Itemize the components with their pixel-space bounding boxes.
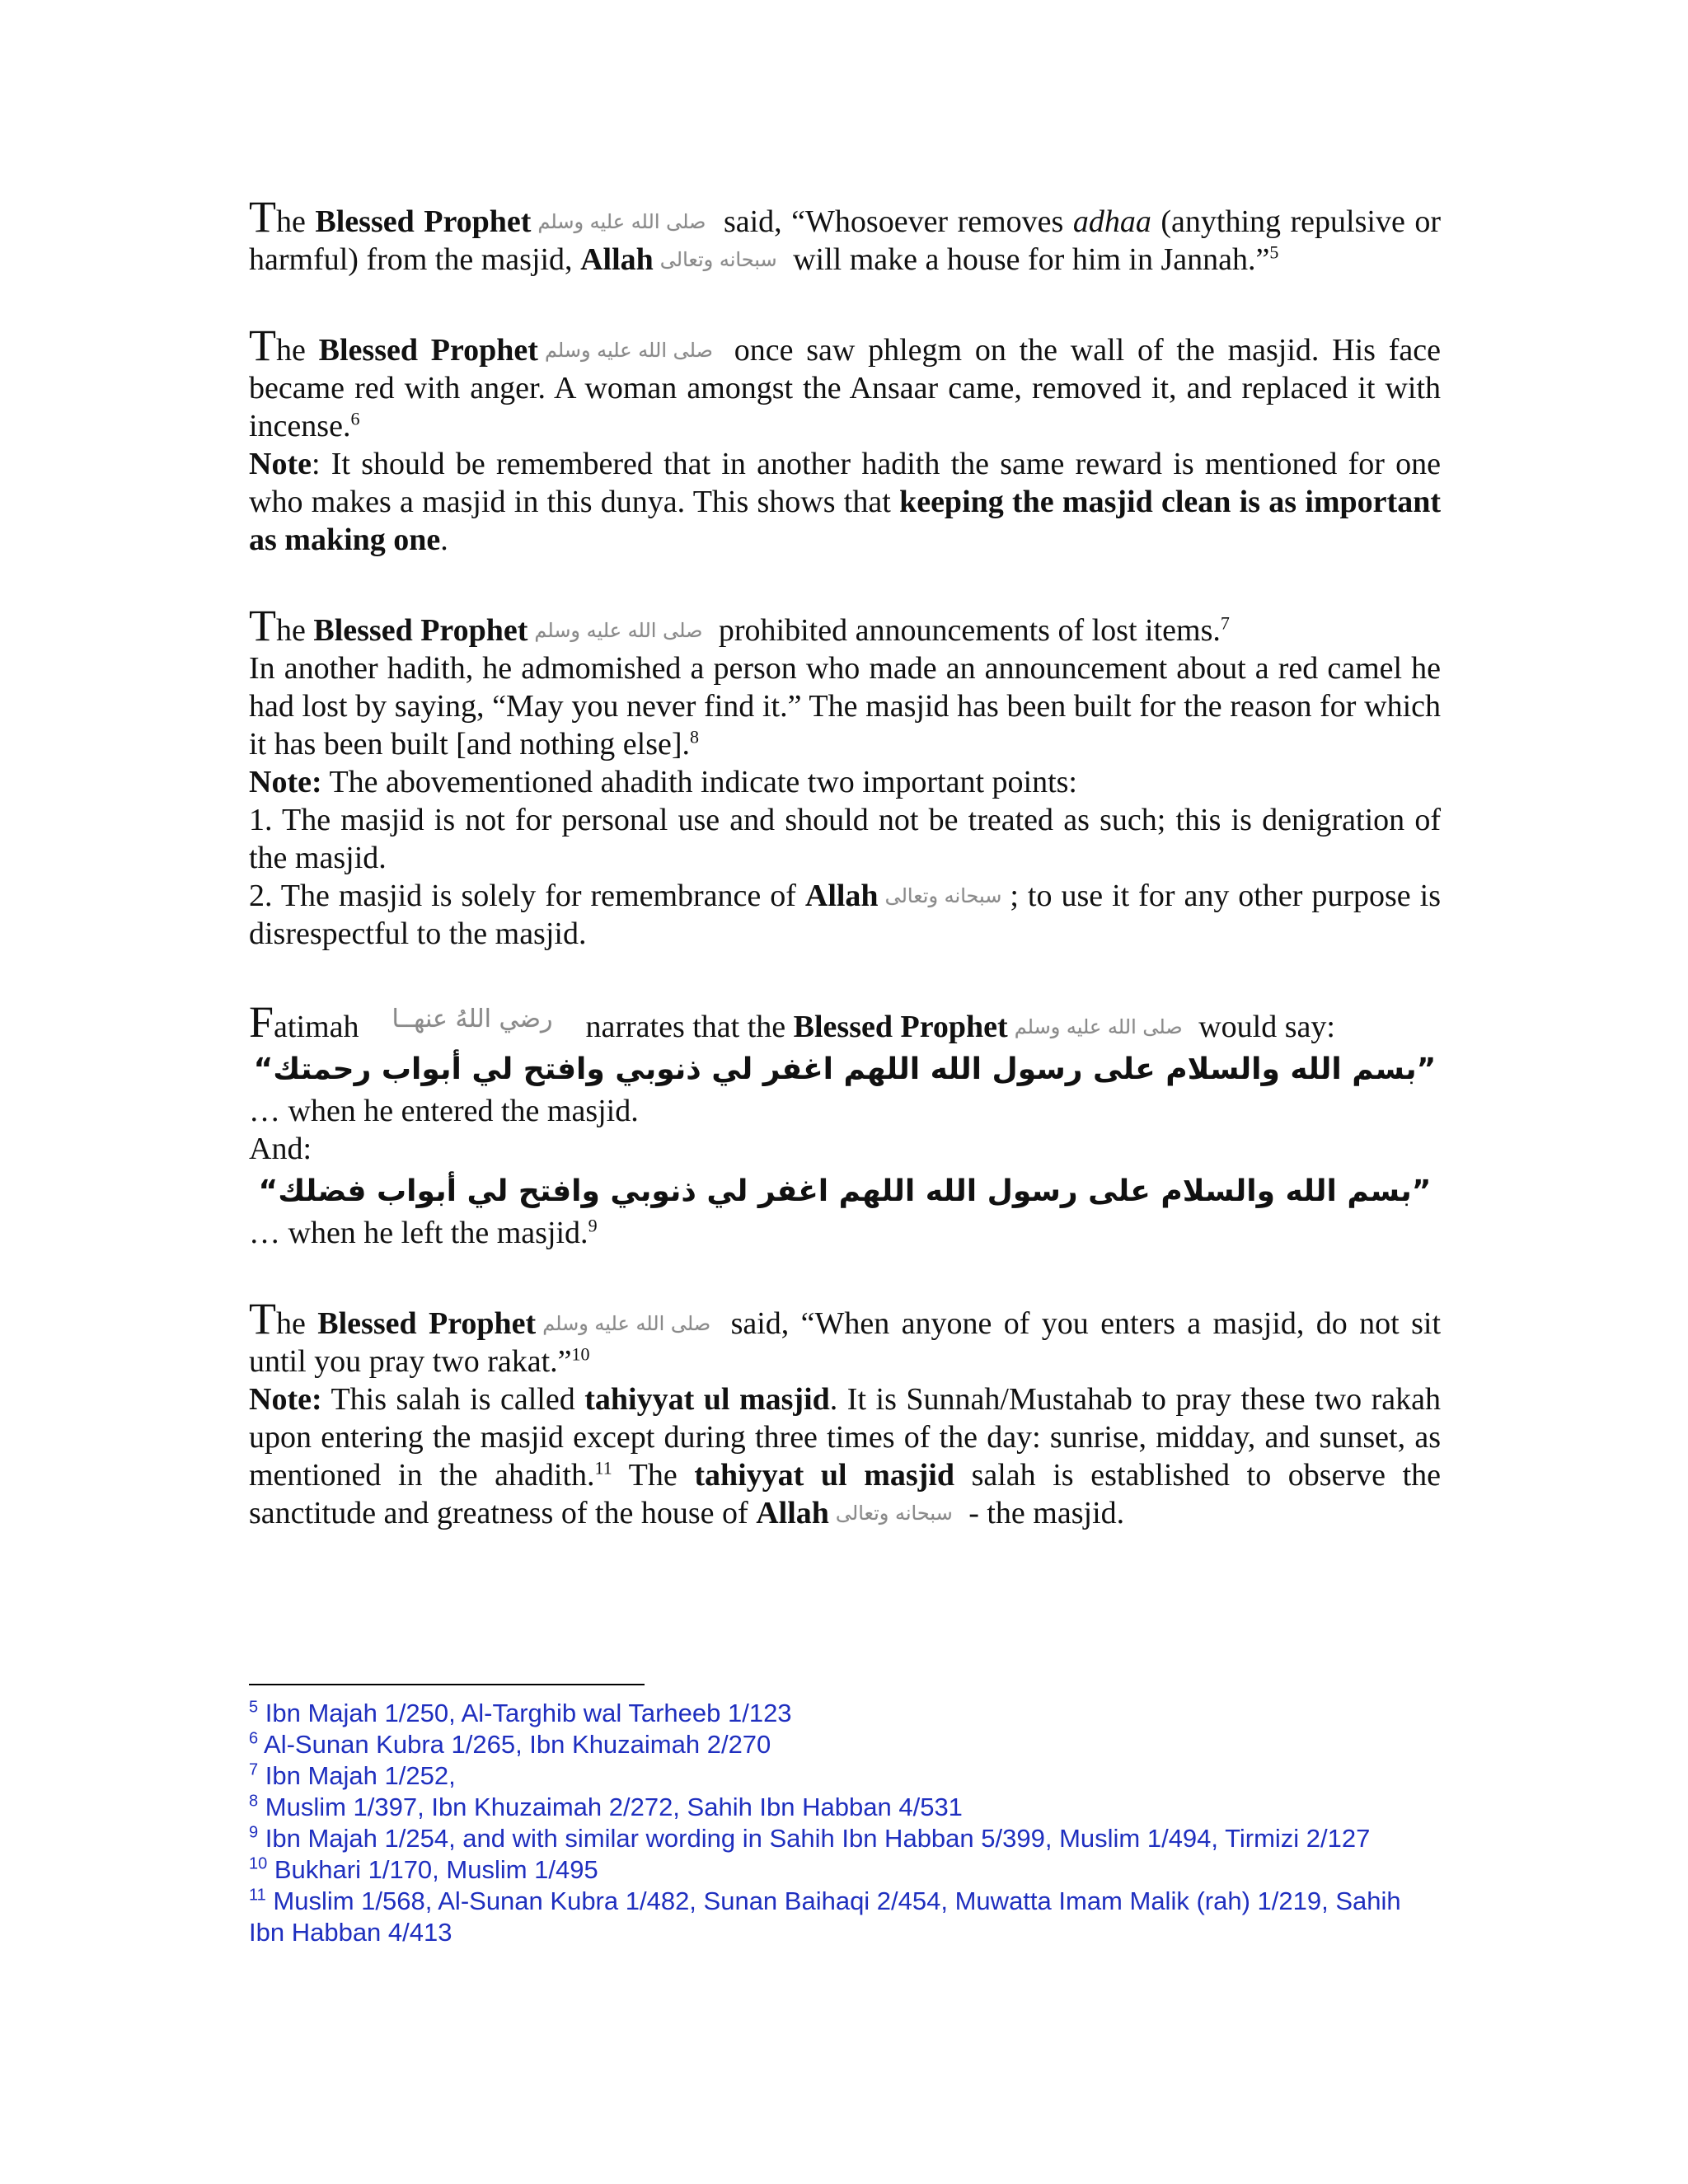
footnote-separator xyxy=(249,1684,645,1685)
hadith-paragraph-5 xyxy=(249,1294,1442,1532)
note-text xyxy=(249,763,1441,801)
footnote-ref[interactable]: 9 xyxy=(588,1215,598,1236)
footnote-11 xyxy=(249,1886,1441,1948)
note-emphasis: keeping the masjid clean is as important as making one xyxy=(249,485,1441,557)
paragraph-text xyxy=(249,1294,1442,1380)
paragraph-text xyxy=(249,192,1441,279)
allah-bold: Allah xyxy=(804,879,879,913)
subject-bold: Blessed Prophet xyxy=(318,333,538,368)
hadith-paragraph-1 xyxy=(249,192,1441,279)
note-point-2 xyxy=(249,877,1441,953)
footnote-text: Muslim 1/568, Al-Sunan Kubra 1/482, Sunan Baihaqi 2/454, Muwatta Imam Malik (rah) 1/219, Sahih Ibn Habban 4/413 xyxy=(249,1886,1401,1947)
drop-cap: T xyxy=(249,321,276,370)
text-span: The abovementioned ahadith indicate two important points: xyxy=(321,765,1077,799)
hadith-paragraph-2 xyxy=(249,321,1441,559)
paragraph-text xyxy=(249,601,1441,650)
paragraph-text xyxy=(249,649,1441,763)
paragraph-text xyxy=(249,1214,1441,1252)
term-bold: tahiyyat ul masjid xyxy=(584,1382,830,1417)
honorific-ra-image: رضي اللهُ عنهــا xyxy=(392,1005,553,1033)
note-label: Note: xyxy=(249,765,322,799)
text-span: he xyxy=(276,613,314,648)
footnote-8 xyxy=(249,1792,1441,1823)
footnote-number: 8 xyxy=(249,1792,259,1811)
footnotes xyxy=(249,1698,1441,1948)
drop-cap: T xyxy=(249,601,276,650)
text-span: will make a house for him in Jannah.” xyxy=(785,242,1270,277)
footnote-text: Bukhari 1/170, Muslim 1/495 xyxy=(274,1855,598,1884)
allah-bold: Allah xyxy=(756,1496,829,1530)
text-span: prohibited announcements of lost items. xyxy=(710,613,1221,648)
footnote-ref[interactable]: 7 xyxy=(1220,612,1230,634)
honorific-saw-image: صلى الله عليه وسلم xyxy=(542,1312,711,1335)
honorific-saw-image: صلى الله عليه وسلم xyxy=(1014,1015,1183,1038)
dua-leaving: ”بسم الله والسلام على رسول الله اللهم اغفر لي ذنوبي وافتح لي أبواب فضلك“ xyxy=(258,1174,1432,1208)
text-span: 2. The masjid is solely for remembrance of xyxy=(249,879,805,913)
paragraph-text: And: xyxy=(249,1132,312,1166)
footnote-ref[interactable]: 6 xyxy=(350,408,360,429)
note-point-1: 1. The masjid is not for personal use and should not be treated as such; this is denigration of the masjid. xyxy=(249,803,1441,875)
footnote-number: 7 xyxy=(249,1760,259,1779)
footnote-number: 9 xyxy=(249,1823,259,1842)
footnote-number: 11 xyxy=(249,1886,266,1905)
subject-bold: Blessed Prophet xyxy=(313,613,528,648)
text-span: he xyxy=(276,1306,318,1341)
footnote-text: Ibn Majah 1/254, and with similar wording in Sahih Ibn Habban 5/399, Muslim 1/494, Tirmizi 2/127 xyxy=(265,1824,1371,1853)
footnote-text: Muslim 1/397, Ibn Khuzaimah 2/272, Sahih Ibn Habban 4/531 xyxy=(265,1793,963,1821)
hadith-paragraph-3 xyxy=(249,601,1441,953)
text-span: said, “When anyone of you enters a masjid, do not sit until you pray two rakat.” xyxy=(249,1306,1442,1379)
drop-cap: T xyxy=(249,1294,276,1343)
footnote-text: Al-Sunan Kubra 1/265, Ibn Khuzaimah 2/270 xyxy=(264,1730,771,1759)
text-span: he xyxy=(276,333,319,368)
note-text xyxy=(249,445,1441,559)
text-span: - the masjid. xyxy=(960,1496,1125,1530)
footnote-number: 5 xyxy=(249,1698,259,1717)
text-span: This salah is called xyxy=(321,1382,585,1417)
text-span: : It should be remembered that in another hadith the same reward is mentioned for one who makes a masjid in this dunya. This shows that xyxy=(249,447,1441,519)
paragraph-text: … when he entered the masjid. xyxy=(249,1094,639,1128)
dua-entering: ”بسم الله والسلام على رسول الله اللهم اغفر لي ذنوبي وافتح لي أبواب رحمتك“ xyxy=(253,1052,1437,1086)
footnote-5 xyxy=(249,1698,1441,1729)
subject-bold: Blessed Prophet xyxy=(317,1306,537,1341)
text-span: . It is Sunnah/Mustahab to pray these two rakah upon entering the masjid except during three times of the day: sunrise, midday, and sunset, as mentioned in the ahadith. xyxy=(249,1382,1441,1493)
text-span: he xyxy=(276,204,316,239)
text-span: once saw phlegm on the wall of the masjid. His face became red with anger. A woman amongst the Ansaar came, removed it, and replaced it with incense. xyxy=(249,333,1441,443)
text-span: . xyxy=(440,523,448,557)
footnote-7 xyxy=(249,1760,1441,1792)
footnote-9 xyxy=(249,1823,1441,1854)
note-text xyxy=(249,1380,1441,1532)
note-label: Note: xyxy=(249,1382,322,1417)
text-span: (anything repulsive or harmful) from the masjid, xyxy=(249,204,1441,277)
drop-cap: F xyxy=(249,997,274,1047)
text-span: In another hadith, he admomished a person who made an announcement about a red camel he had lost by saying, “May you never find it.” The masjid has been built for the reason for which it has been built [and nothing else]. xyxy=(249,651,1441,762)
paragraph-text xyxy=(249,997,1441,1047)
note-label: Note xyxy=(249,447,312,481)
footnote-number: 10 xyxy=(249,1854,268,1873)
text-span: atimah xyxy=(274,1010,359,1044)
text-span: said, “Whosoever removes xyxy=(714,204,1073,239)
hadith-paragraph-4 xyxy=(249,997,1441,1252)
honorific-saw-image: صلى الله عليه وسلم xyxy=(537,210,706,233)
footnote-ref[interactable]: 5 xyxy=(1269,241,1279,263)
footnote-ref[interactable]: 11 xyxy=(594,1457,612,1479)
subject-bold: Blessed Prophet xyxy=(793,1010,1008,1044)
text-span: salah is established to observe the sanctitude and greatness of the house of xyxy=(249,1458,1441,1530)
footnote-text: Ibn Majah 1/252, xyxy=(265,1761,456,1790)
paragraph-text xyxy=(249,321,1441,445)
document-body xyxy=(249,192,1442,1580)
term-bold: tahiyyat ul masjid xyxy=(694,1458,954,1493)
honorific-saw-image: صلى الله عليه وسلم xyxy=(534,619,703,642)
honorific-swt-image: سبحانه وتعالى xyxy=(884,884,1002,907)
text-span: would say: xyxy=(1190,1010,1335,1044)
footnote-ref[interactable]: 10 xyxy=(571,1343,590,1365)
emphasis-term: adhaa xyxy=(1072,204,1151,239)
footnote-6 xyxy=(249,1729,1441,1760)
honorific-saw-image: صلى الله عليه وسلم xyxy=(544,339,713,362)
footnote-ref[interactable]: 8 xyxy=(690,726,700,748)
footnote-10 xyxy=(249,1854,1441,1886)
text-span: The xyxy=(612,1458,695,1493)
subject-bold: Blessed Prophet xyxy=(315,204,532,239)
allah-bold: Allah xyxy=(580,242,654,277)
drop-cap: T xyxy=(249,192,276,241)
text-span: narrates that the xyxy=(585,1010,794,1044)
text-span: … when he left the masjid. xyxy=(249,1216,588,1250)
honorific-swt-image: سبحانه وتعالى xyxy=(659,248,777,271)
honorific-swt-image: سبحانه وتعالى xyxy=(835,1502,953,1525)
footnote-number: 6 xyxy=(249,1729,259,1748)
footnote-text: Ibn Majah 1/250, Al-Targhib wal Tarheeb 1/123 xyxy=(265,1699,792,1727)
text-span: ; to use it for any other purpose is disrespectful to the masjid. xyxy=(249,879,1441,951)
